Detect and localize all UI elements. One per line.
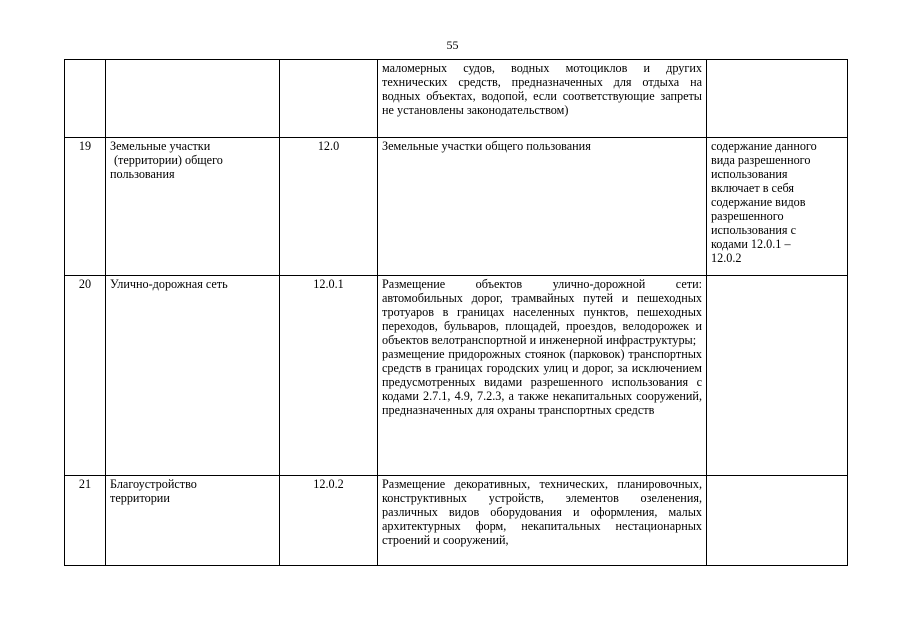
use-type-note [707,276,848,476]
page-number: 55 [446,38,459,52]
row-number: 19 [65,138,106,276]
use-type-description: Размещение объектов улично-дорожной сети: автомобильных дорог, трамвайных путей и пешеходных тротуаров в границах населенных пунктов, пешеходных переходов, бульваров, площадей, проездов, велодорожек и объектов велотранспортной и инженерной инфраструктуры; размещение придорожных стоянок (парковок) транспортных средств в границах городских улиц и дорог, за исключением предусмотренных видами разрешенного использования с кодами 2.7.1, 4.9, 7.2.3, а также некапитальных сооружений, предназначенных для охраны транспортных средств [378,276,707,476]
use-type-name-line: Благоустройство [110,477,197,491]
use-type-description: Земельные участки общего пользования [378,138,707,276]
table-row-continuation [65,60,848,138]
use-type-description: Размещение декоративных, технических, планировочных, конструктивных устройств, элементов озеленения, различных видов оборудования и оформления, малых архитектурных форм, некапитальных нестационарных строений и сооружений, [378,476,707,566]
use-type-name [106,476,280,566]
use-type-code: 12.0 [280,138,378,276]
table-row-20 [65,276,848,476]
row-number: 20 [65,276,106,476]
use-type-name [106,138,280,276]
use-type-name [106,276,280,476]
land-use-table [64,59,848,566]
use-type-name-line: Улично-дорожная сеть [110,277,228,291]
use-type-name-line: пользования [110,167,175,181]
use-type-note: содержание данного вида разрешенного использования включает в себя содержание видов разрешенного использования с кодами 12.0.1 – 12.0.2 [707,138,848,276]
use-type-code: 12.0.1 [280,276,378,476]
use-type-name-line: Земельные участки [110,139,211,153]
table-row-19 [65,138,848,276]
use-type-name [106,60,280,138]
use-type-code: 12.0.2 [280,476,378,566]
use-type-name-line: территории [110,491,170,505]
table-row-21 [65,476,848,566]
row-number [65,60,106,138]
use-type-note [707,476,848,566]
row-number: 21 [65,476,106,566]
use-type-code [280,60,378,138]
use-type-note [707,60,848,138]
use-type-description: маломерных судов, водных мотоциклов и других технических средств, предназначенных для отдыха на водных объектах, водопой, если соответствующие запреты не установлены законодательством) [378,60,707,138]
use-type-name-line: (территории) общего [114,153,223,167]
